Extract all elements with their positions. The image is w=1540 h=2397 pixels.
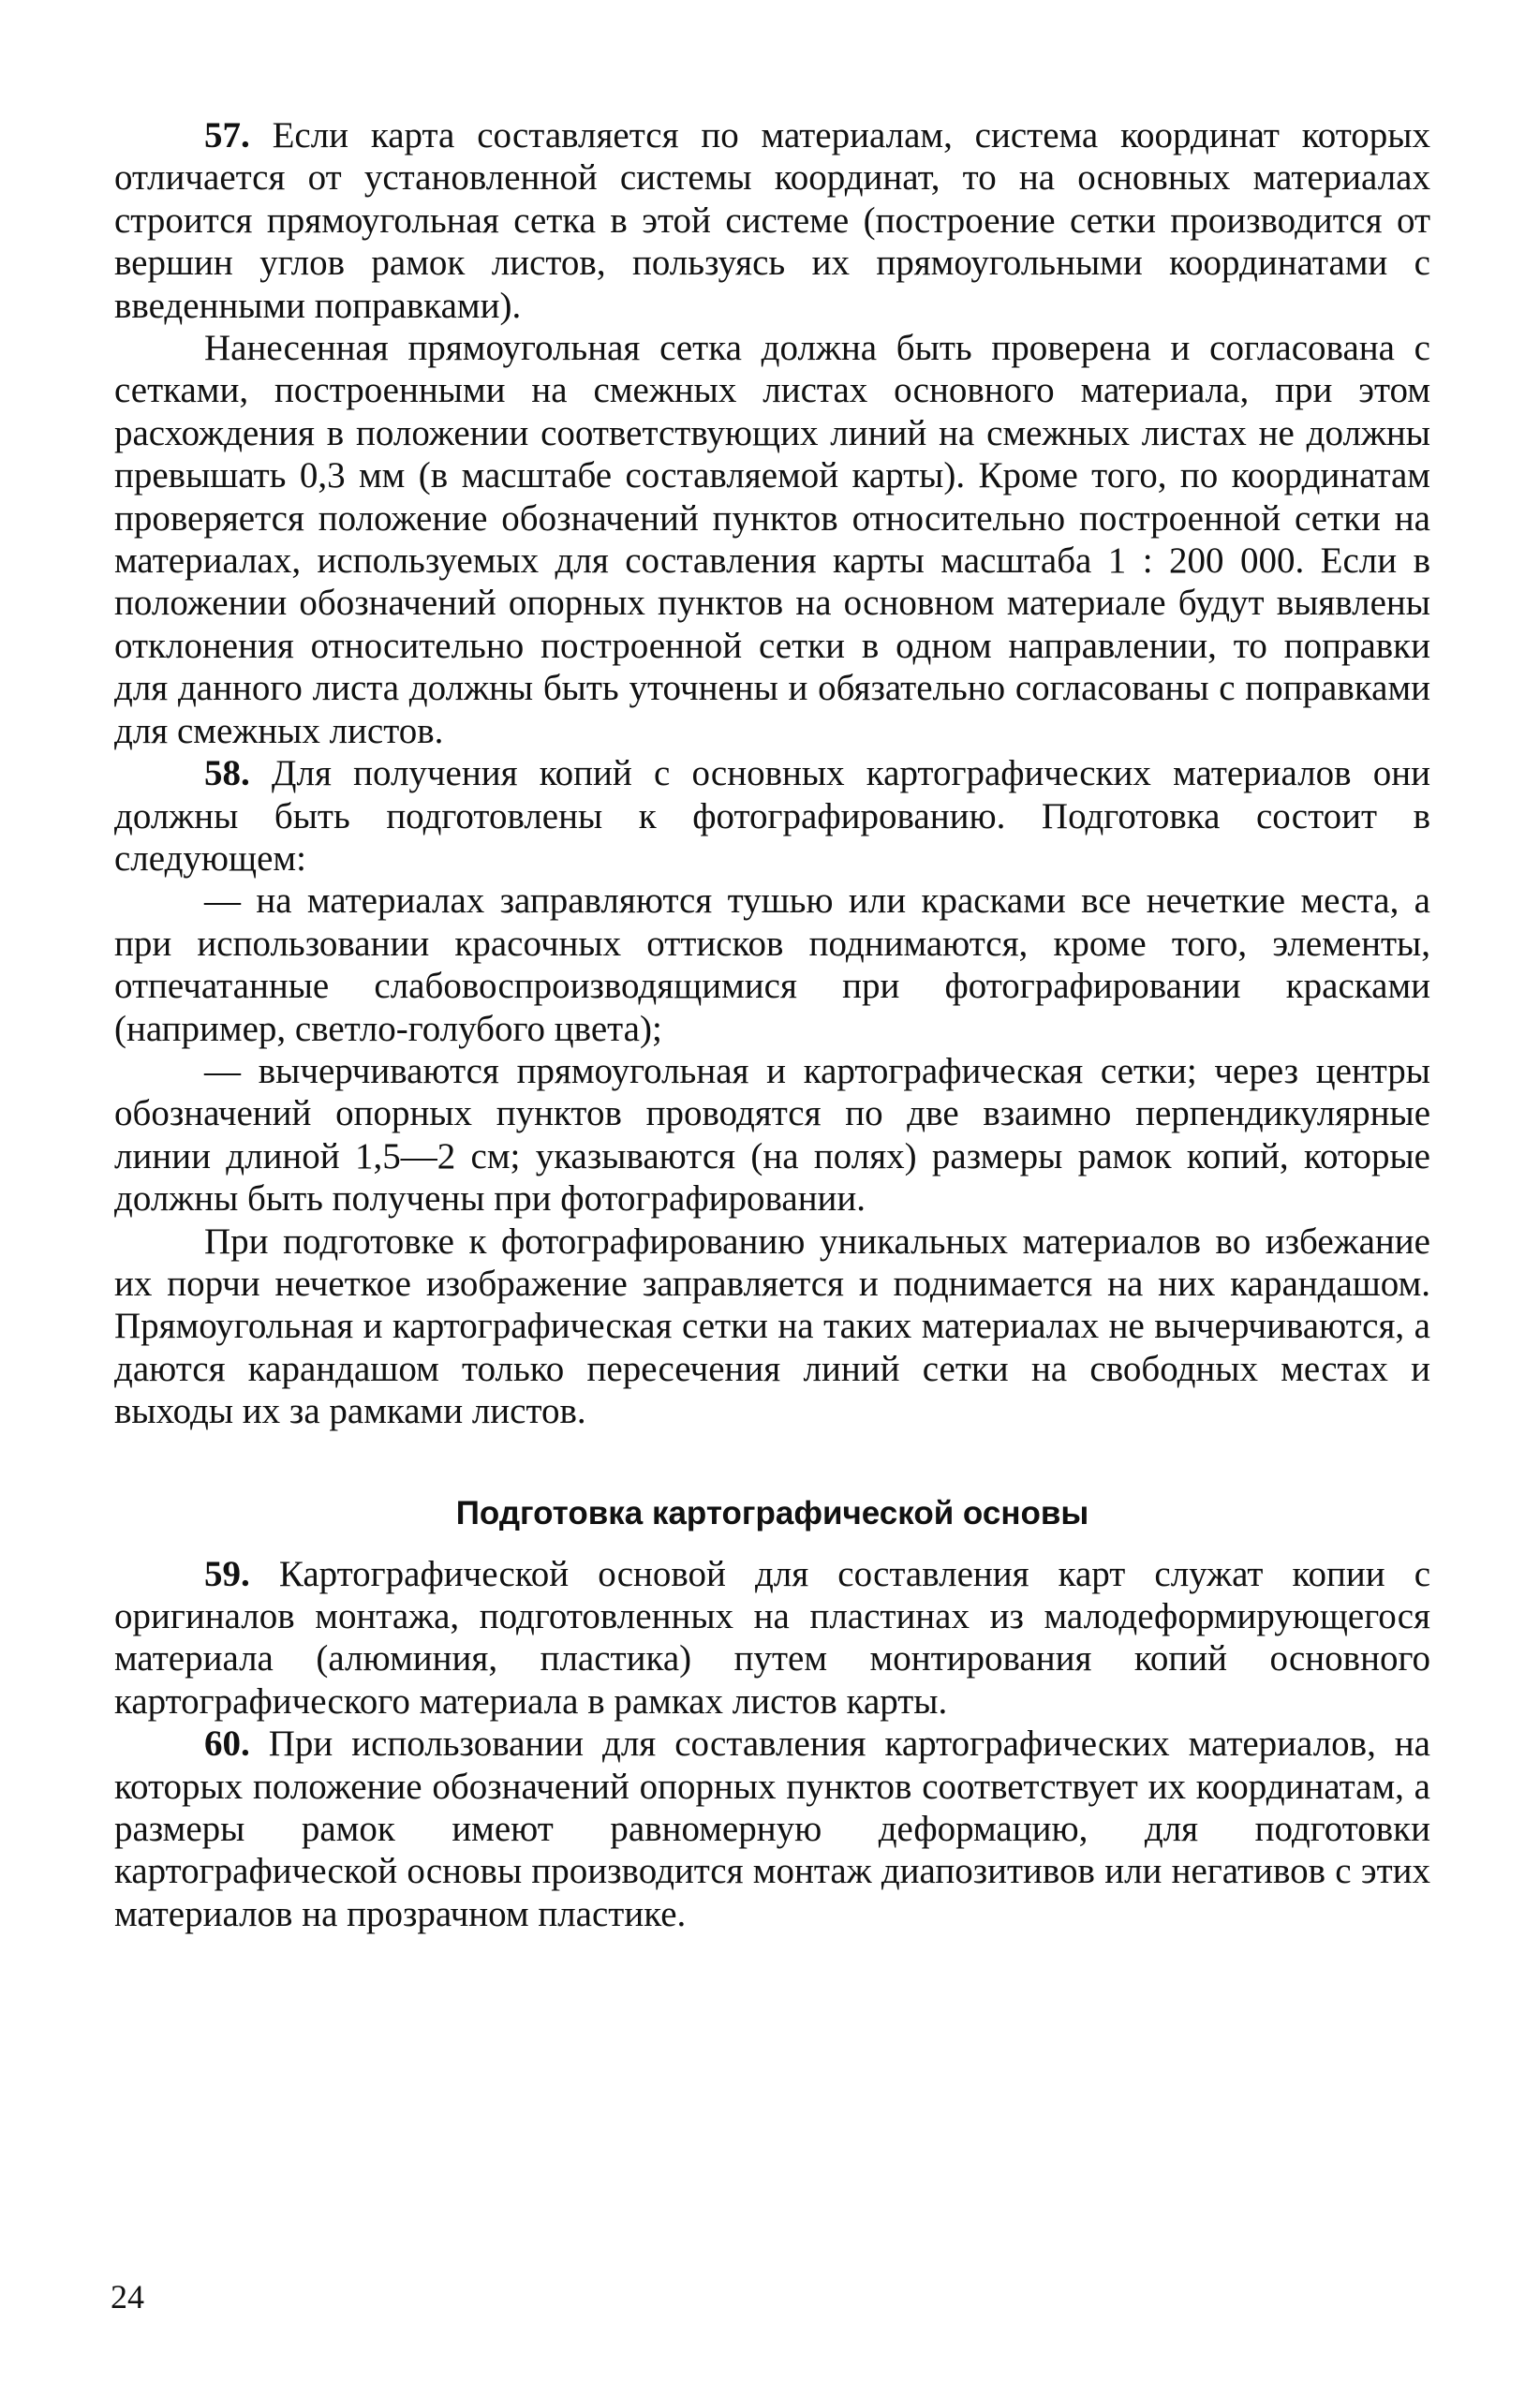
- paragraph-text: Для получения копий с основных картографических материалов они должны быть подготовлены к фотографированию. Подготовка состоит в следующем:: [114, 753, 1430, 879]
- list-item-grids: [114, 1050, 1430, 1221]
- paragraph-58: [114, 752, 1430, 880]
- page-body: [114, 114, 1430, 1935]
- paragraph-number: 59.: [204, 1553, 250, 1594]
- paragraph-text: Нанесенная прямоугольная сетка должна быть проверена и согласована с сетками, построенными на смежных листах основного материала, при этом расхождения в положении соответствующих линий на смежных листах не должны превышать 0,3 мм (в масштабе составляемой карты). Кроме того, по координатам проверяется положение обозначений пунктов относительно построенной сетки на материалах, используемых для составления карты масштаба 1 : 200 000. Если в положении обозначений опорных пунктов на основном материале будут выявлены отклонения относительно построенной сетки в одном направлении, то поправки для данного листа должны быть уточнены и обязательно согласованы с поправками для смежных листов.: [114, 328, 1430, 751]
- paragraph-57: [114, 114, 1430, 327]
- paragraph-text: — вычерчиваются прямоугольная и картографическая сетки; через центры обозначений опорных пунктов проводятся по две взаимно перпендикулярные линии длиной 1,5—2 см; указываются (на полях) размеры рамок копий, которые должны быть получены при фотографировании.: [114, 1050, 1430, 1220]
- paragraph-number: 60.: [204, 1724, 250, 1765]
- section-heading: Подготовка картографической основы: [455, 1494, 1089, 1531]
- paragraph-text: Картографической основой для составления карт служат копии с оригиналов монтажа, подготовленных на пластинах из малодеформирующегося материала (алюминия, пластика) путем монтирования копий основного картографического материала в рамках листов карты.: [114, 1553, 1430, 1722]
- page-number: 24: [111, 2278, 144, 2316]
- paragraph-unique-materials: [114, 1221, 1430, 1433]
- paragraph-number: 57.: [204, 115, 250, 155]
- paragraph-number: 58.: [204, 753, 250, 794]
- paragraph-text: При использовании для составления картографических материалов, на которых положение обозначений опорных пунктов соответствует их координатам, а размеры рамок имеют равномерную деформацию, для подготовки картографической основы производится монтаж диапозитивов или негативов с этих материалов на прозрачном пластике.: [114, 1724, 1430, 1934]
- paragraph-57-continued: [114, 327, 1430, 752]
- paragraph-text: При подготовке к фотографированию уникальных материалов во избежание их порчи нечеткое изображение заправляется и поднимается на них карандашом. Прямоугольная и картографическая сетки на таких материалах не вычерчиваются, а даются карандашом только пересечения линий сетки на свободных местах и выходы их за рамками листов.: [114, 1221, 1430, 1432]
- paragraph-text: — на материалах заправляются тушью или красками все нечеткие места, а при использовании красочных оттисков поднимаются, кроме того, элементы, отпечатанные слабовоспроизводящимися при фотографировании красками (например, светло-голубого цвета);: [114, 880, 1430, 1049]
- paragraph-59: [114, 1553, 1430, 1724]
- paragraph-60: [114, 1723, 1430, 1935]
- paragraph-text: Если карта составляется по материалам, система координат которых отличается от установленной системы координат, то на основных материалах строится прямоугольная сетка в этой системе (построение сетки производится от вершин углов рамок листов, пользуясь их прямоугольными координатами с введенными поправками).: [114, 115, 1430, 326]
- list-item-retouch: [114, 880, 1430, 1050]
